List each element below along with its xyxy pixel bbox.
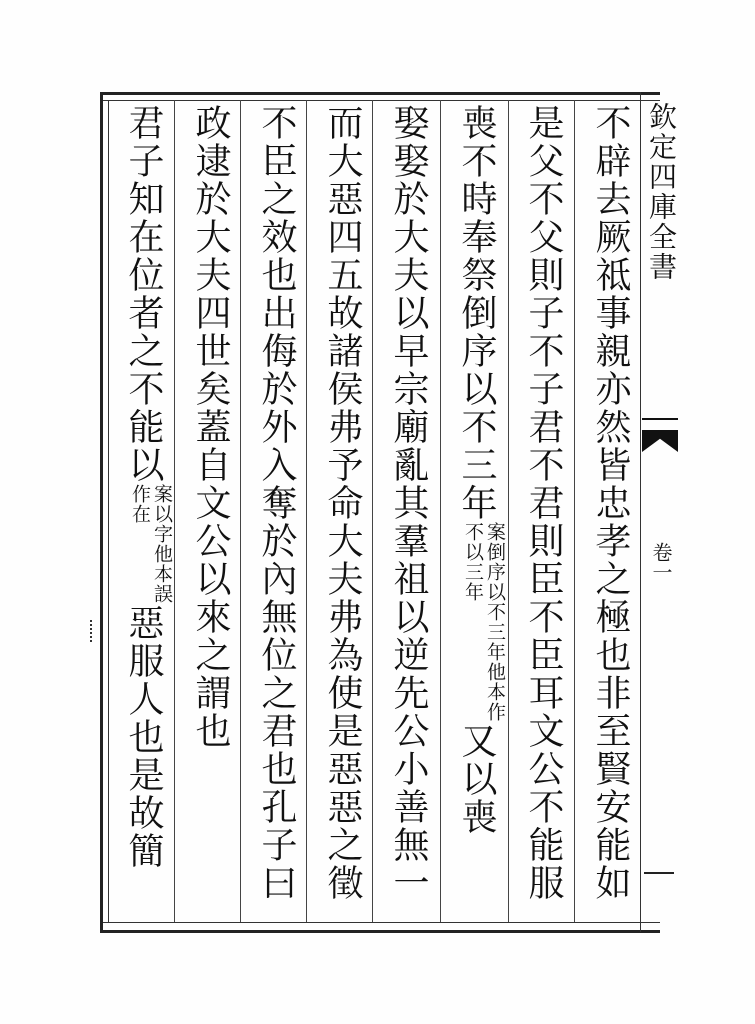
frame-top-rule (100, 92, 660, 95)
text-column-4 (378, 104, 438, 919)
margin-dot-mark (90, 620, 98, 642)
column-text: 喪不時奉祭倒序以不三年 (456, 104, 497, 522)
text-column-2 (513, 104, 573, 919)
frame-left-inner-rule (108, 100, 109, 922)
column-text: 又以喪 (456, 722, 497, 836)
margin-strip (640, 92, 680, 932)
column-divider (508, 100, 509, 922)
column-divider (440, 100, 441, 922)
frame-left-rule (100, 92, 103, 932)
column-divider (240, 100, 241, 922)
column-text: 是父不父則子不子君不君則臣不臣耳文公不能服 (523, 104, 564, 902)
column-divider (372, 100, 373, 922)
column-text: 不臣之效也出侮於外入奪於內無位之君也孔子曰 (256, 104, 297, 902)
margin-strip-rule (640, 92, 641, 932)
frame-top-inner-rule (100, 100, 660, 101)
column-text: 政逮於大夫四世矣蓋自文公以來之謂也 (190, 104, 231, 750)
column-text: 娶娶於大夫以早宗廟亂其羣祖以逆先公小善無一 (388, 104, 429, 902)
column-text: 君子知在位者之不能以 (123, 104, 164, 484)
column-text: 惡服人也是故簡 (123, 604, 164, 870)
interlinear-note: 案倒序以不三年他本作不以三年 (462, 522, 506, 722)
text-column-7 (180, 104, 240, 919)
text-column-8 (113, 104, 173, 919)
column-divider (574, 100, 575, 922)
column-text: 而大惡四五故諸侯弗予命大夫弗為使是惡惡之徵 (322, 104, 363, 902)
column-divider (174, 100, 175, 922)
interlinear-note: 案以字他本誤作在 (129, 484, 173, 604)
fishtail-rule (642, 418, 678, 420)
frame-bottom-rule (100, 930, 660, 933)
column-divider (306, 100, 307, 922)
juan-label: 卷一 (649, 542, 673, 582)
column-text: 不辟去厥祗事親亦然皆忠孝之極也非至賢安能如 (590, 104, 631, 902)
frame-bottom-inner-rule (100, 922, 660, 923)
page-mark (644, 872, 674, 874)
book-title: 欽定四庫全書 (645, 102, 678, 282)
text-column-1 (580, 104, 640, 919)
text-column-6 (246, 104, 306, 919)
fishtail-mark (642, 430, 678, 452)
text-column-3 (446, 104, 506, 919)
text-column-5 (312, 104, 372, 919)
